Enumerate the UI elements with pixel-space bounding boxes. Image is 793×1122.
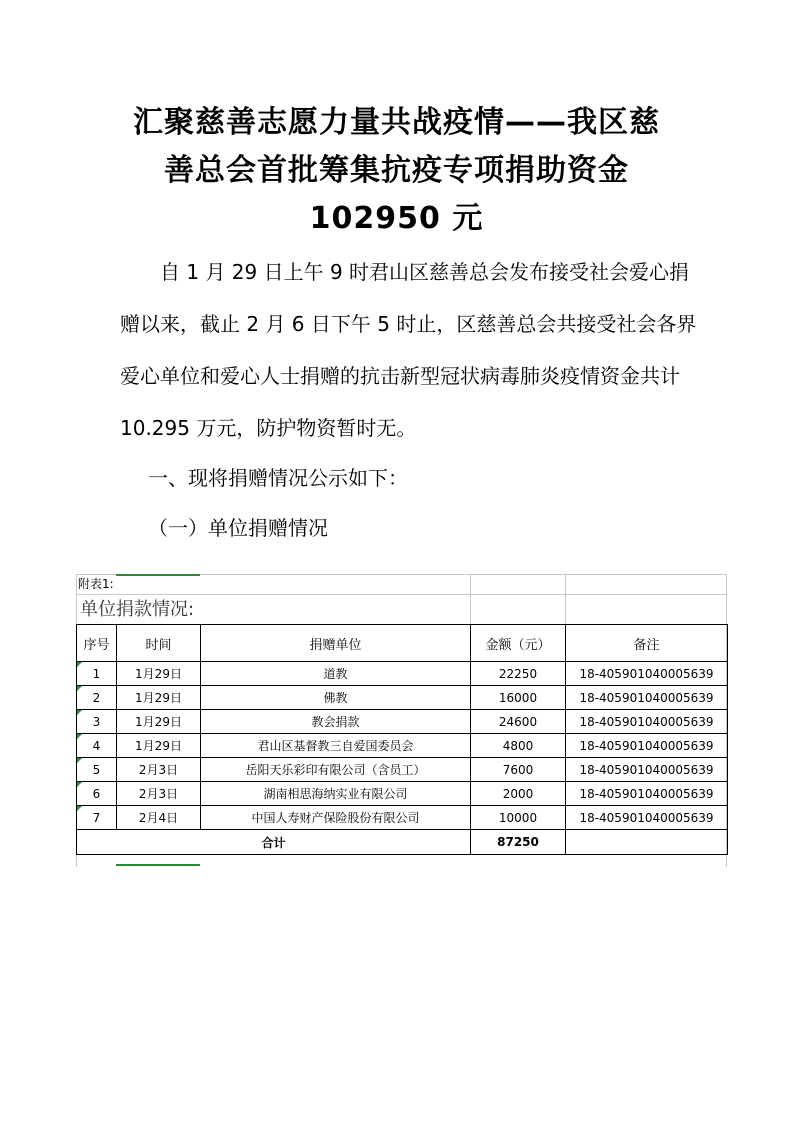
row-no: 2 (77, 686, 117, 710)
cell-selection-marker (116, 574, 200, 576)
table-row (77, 662, 728, 686)
header-date: 时间 (117, 625, 201, 662)
row-date: 1月29日 (117, 686, 201, 710)
title-line-3: 102950 元 (309, 201, 484, 236)
table-row (77, 758, 728, 782)
row-date: 2月4日 (117, 806, 201, 830)
section-heading: 一、现将捐赠情况公示如下： (148, 466, 408, 490)
sheet-gridline (470, 574, 471, 624)
total-amount: 87250 (471, 830, 566, 855)
row-note: 18-405901040005639 (566, 806, 728, 830)
row-unit: 君山区基督教三自爱国委员会 (201, 734, 471, 758)
row-amount: 4800 (471, 734, 566, 758)
table-row (77, 782, 728, 806)
row-note: 18-405901040005639 (566, 686, 728, 710)
row-note: 18-405901040005639 (566, 734, 728, 758)
header-unit: 捐赠单位 (201, 625, 471, 662)
intro-paragraph: 自 1 月 29 日上午 9 时君山区慈善总会发布接受社会爱心捐赠以来，截止 2 月 6 日下午 5 时止，区慈善总会共接受社会各界爱心单位和爱心人士捐赠的抗击新型冠状病毒肺炎疫情资金共计 10.295 万元，防护物资暂时无。 (120, 260, 697, 440)
header-amount: 金额（元） (471, 625, 566, 662)
title-line-1: 汇聚慈善志愿力量共战疫情——我区慈 (133, 105, 660, 140)
header-no: 序号 (77, 625, 117, 662)
total-row (77, 830, 728, 855)
row-note: 18-405901040005639 (566, 782, 728, 806)
row-no: 4 (77, 734, 117, 758)
cell-selection-marker (116, 864, 200, 866)
row-unit: 岳阳天乐彩印有限公司（含员工） (201, 758, 471, 782)
total-label: 合计 (77, 830, 471, 855)
row-date: 1月29日 (117, 662, 201, 686)
row-amount: 16000 (471, 686, 566, 710)
sheet-gridline (565, 574, 566, 624)
sheet-subtitle: 单位捐款情况: (80, 599, 195, 620)
table-header-row (77, 625, 728, 662)
header-note: 备注 (566, 625, 728, 662)
row-amount: 22250 (471, 662, 566, 686)
row-unit: 佛教 (201, 686, 471, 710)
attachment-label: 附表1: (78, 577, 114, 591)
row-amount: 10000 (471, 806, 566, 830)
row-note: 18-405901040005639 (566, 758, 728, 782)
row-note: 18-405901040005639 (566, 662, 728, 686)
table-row (77, 686, 728, 710)
subsection-heading: （一）单位捐赠情况 (148, 516, 328, 540)
donation-sheet (76, 574, 727, 867)
row-no: 7 (77, 806, 117, 830)
row-date: 2月3日 (117, 758, 201, 782)
row-date: 1月29日 (117, 734, 201, 758)
row-note: 18-405901040005639 (566, 710, 728, 734)
row-no: 1 (77, 662, 117, 686)
donation-table (76, 624, 728, 855)
row-unit: 中国人寿财产保险股份有限公司 (201, 806, 471, 830)
row-amount: 7600 (471, 758, 566, 782)
table-row (77, 734, 728, 758)
row-unit: 湖南相思海纳实业有限公司 (201, 782, 471, 806)
total-note (566, 830, 728, 855)
row-amount: 2000 (471, 782, 566, 806)
row-date: 2月3日 (117, 782, 201, 806)
row-unit: 教会捐款 (201, 710, 471, 734)
row-no: 3 (77, 710, 117, 734)
row-date: 1月29日 (117, 710, 201, 734)
row-amount: 24600 (471, 710, 566, 734)
table-row (77, 710, 728, 734)
title-line-2: 善总会首批筹集抗疫专项捐助资金 (164, 153, 629, 188)
sheet-gridline (76, 594, 727, 595)
table-row (77, 806, 728, 830)
row-no: 6 (77, 782, 117, 806)
row-unit: 道教 (201, 662, 471, 686)
row-no: 5 (77, 758, 117, 782)
